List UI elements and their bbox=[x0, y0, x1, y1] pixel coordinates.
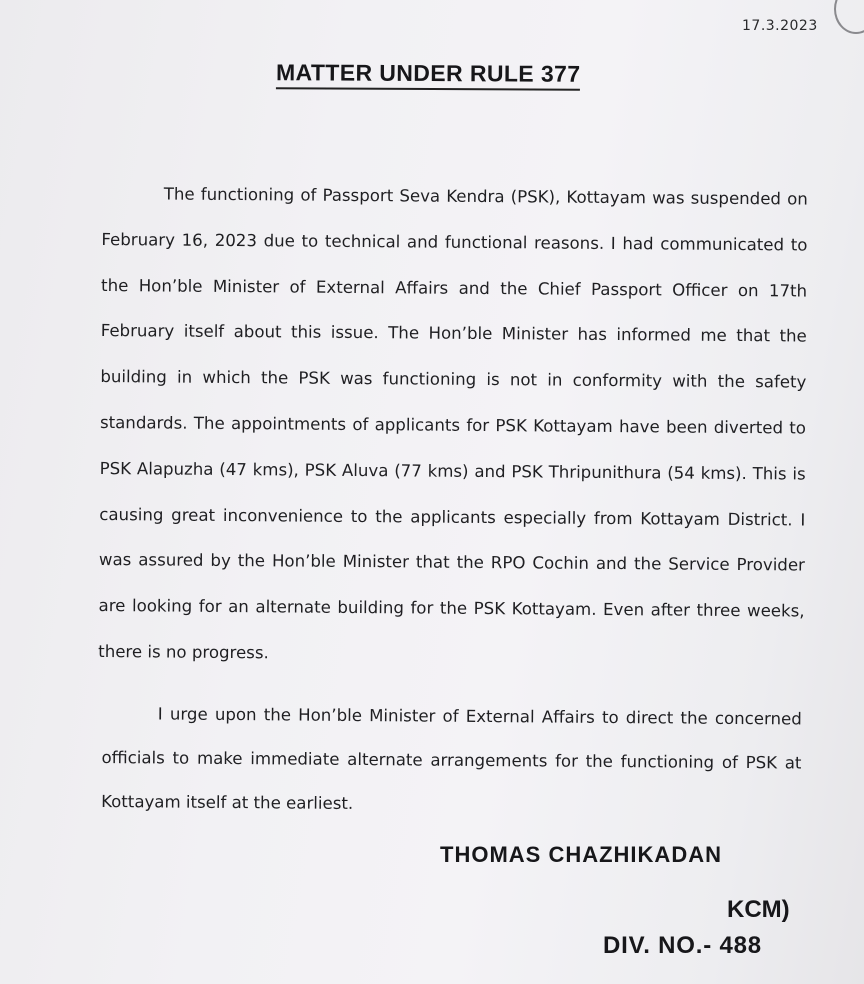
signatory-division-number: DIV. NO.- 488 bbox=[603, 932, 762, 959]
signatory-name: THOMAS CHAZHIKADAN bbox=[440, 842, 722, 867]
document-title: MATTER UNDER RULE 377 bbox=[276, 59, 581, 91]
signatory-party: KCM) bbox=[727, 896, 790, 923]
body-paragraph-1: The functioning of Passport Seva Kendra (PSK), Kottayam was suspended on February 16, 2023 due to technical and functional reasons. I had communicated to the Hon’ble Minister of External Affairs and the Chief Passport Officer on 17th February itself about this issue. The Hon’ble Minister has informed me that the building in which the PSK was functioning is not in conformity with the safety standards. The appointments of applicants for PSK Kottayam have been diverted to PSK Alapuzha (47 kms), PSK Aluva (77 kms) and PSK Thripunithura (54 kms). This is causing great inconvenience to the applicants especially from Kottayam District. I was assured by the Hon’ble Minister that the RPO Cochin and the Service Provider are looking for an alternate building for the PSK Kottayam. Even after three weeks, there is no progress. bbox=[98, 184, 808, 662]
body-paragraph-2: I urge upon the Hon’ble Minister of External Affairs to direct the concerned officials to make immediate alternate arrangements for the functioning of PSK at Kottayam itself at the earliest. bbox=[101, 704, 802, 813]
corner-stamp-mark bbox=[834, 0, 864, 34]
document-date: 17.3.2023 bbox=[742, 18, 818, 34]
